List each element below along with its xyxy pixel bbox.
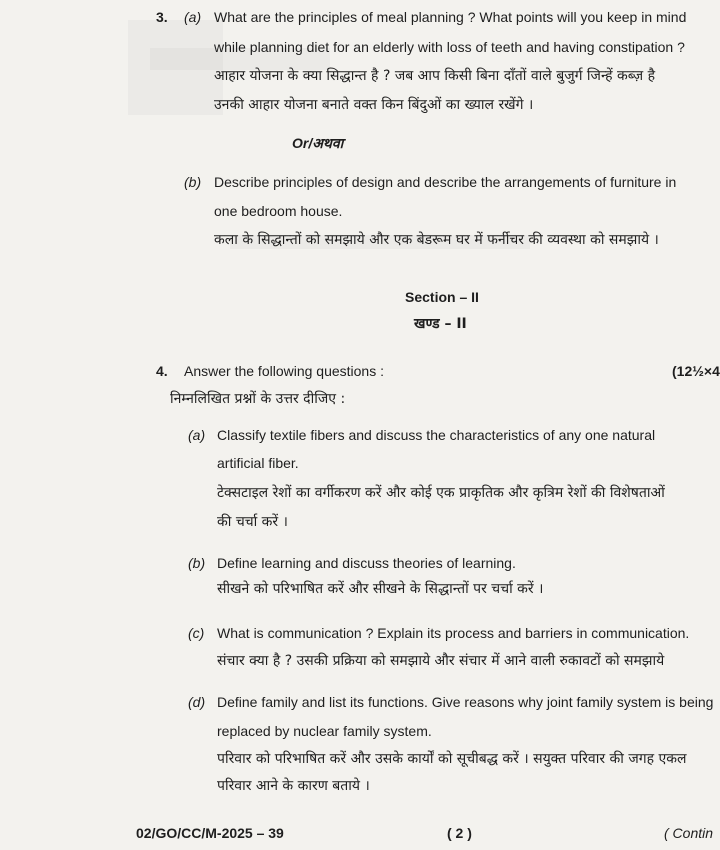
q3-b-label: (b)	[184, 174, 202, 190]
q4-a-text-hi-2: की चर्चा करें ।	[217, 514, 288, 530]
section-title-en: Section – II	[405, 289, 479, 305]
q4-title-hi: निम्नलिखित प्रश्नों के उत्तर दीजिए :	[170, 391, 346, 407]
q3-a-label: (a)	[184, 9, 202, 25]
q4-a-label: (a)	[188, 427, 206, 443]
q4-d-text-en-1: Define family and list its functions. Give reasons why joint family system is being	[217, 694, 714, 710]
q3-b-text-en-1: Describe principles of design and describe the arrangements of furniture in	[214, 174, 677, 190]
q4-a-text-en-2: artificial fiber.	[217, 455, 299, 471]
q3-a-text-en-2: while planning diet for an elderly with loss of teeth and having constipation ?	[214, 39, 685, 55]
q4-number: 4.	[156, 363, 168, 379]
q4-d-label: (d)	[188, 694, 206, 710]
q4-d-text-hi-1: परिवार को परिभाषित करें और उसके कार्यों को सूचीबद्ध करें । सयुक्त परिवार की जगह एकल	[217, 751, 687, 767]
q4-marks: (12½×4	[672, 363, 720, 379]
q4-c-text-en-1: What is communication ? Explain its process and barriers in communication.	[217, 625, 690, 641]
footer-page-number: ( 2 )	[447, 825, 472, 841]
q4-a-text-hi-1: टेक्सटाइल रेशों का वर्गीकरण करें और कोई एक प्राकृतिक और कृत्रिम रेशों की विशेषताओं	[217, 485, 665, 501]
q3-b-text-hi-1: कला के सिद्धान्तों को समझाये और एक बेडरूम घर में फर्नीचर की व्यवस्था को समझाये ।	[214, 232, 659, 248]
q4-b-text-en-1: Define learning and discuss theories of learning.	[217, 555, 516, 571]
q4-b-label: (b)	[188, 555, 206, 571]
q3-a-text-hi-1: आहार योजना के क्या सिद्धान्त है ? जब आप किसी बिना दाँतों वाले बुजुर्ग जिन्हें कब्ज़ है	[214, 68, 656, 84]
q3-a-text-hi-2: उनकी आहार योजना बनाते वक्त किन बिंदुओं का ख्याल रखेंगे ।	[214, 97, 534, 113]
q3-a-text-en-1: What are the principles of meal planning ? What points will you keep in mind	[214, 9, 687, 25]
q4-c-label: (c)	[188, 625, 205, 641]
q3-number: 3.	[156, 9, 168, 25]
or-separator: Or/अथवा	[292, 135, 344, 151]
q4-d-text-hi-2: परिवार आने के कारण बताये ।	[217, 778, 370, 794]
q4-d-text-en-2: replaced by nuclear family system.	[217, 723, 432, 739]
section-title-hi: खण्ड – II	[414, 316, 467, 332]
footer-paper-code: 02/GO/CC/M-2025 – 39	[136, 825, 284, 841]
footer-continued: ( Contin	[664, 825, 714, 841]
q4-c-text-hi-1: संचार क्या है ? उसकी प्रक्रिया को समझाये और संचार में आने वाली रुकावटों को समझाये	[217, 653, 665, 669]
q4-b-text-hi-1: सीखने को परिभाषित करें और सीखने के सिद्धान्तों पर चर्चा करें ।	[217, 581, 544, 597]
q3-b-text-en-2: one bedroom house.	[214, 203, 343, 219]
q4-title-en: Answer the following questions :	[184, 363, 384, 379]
q4-a-text-en-1: Classify textile fibers and discuss the characteristics of any one natural	[217, 427, 656, 443]
